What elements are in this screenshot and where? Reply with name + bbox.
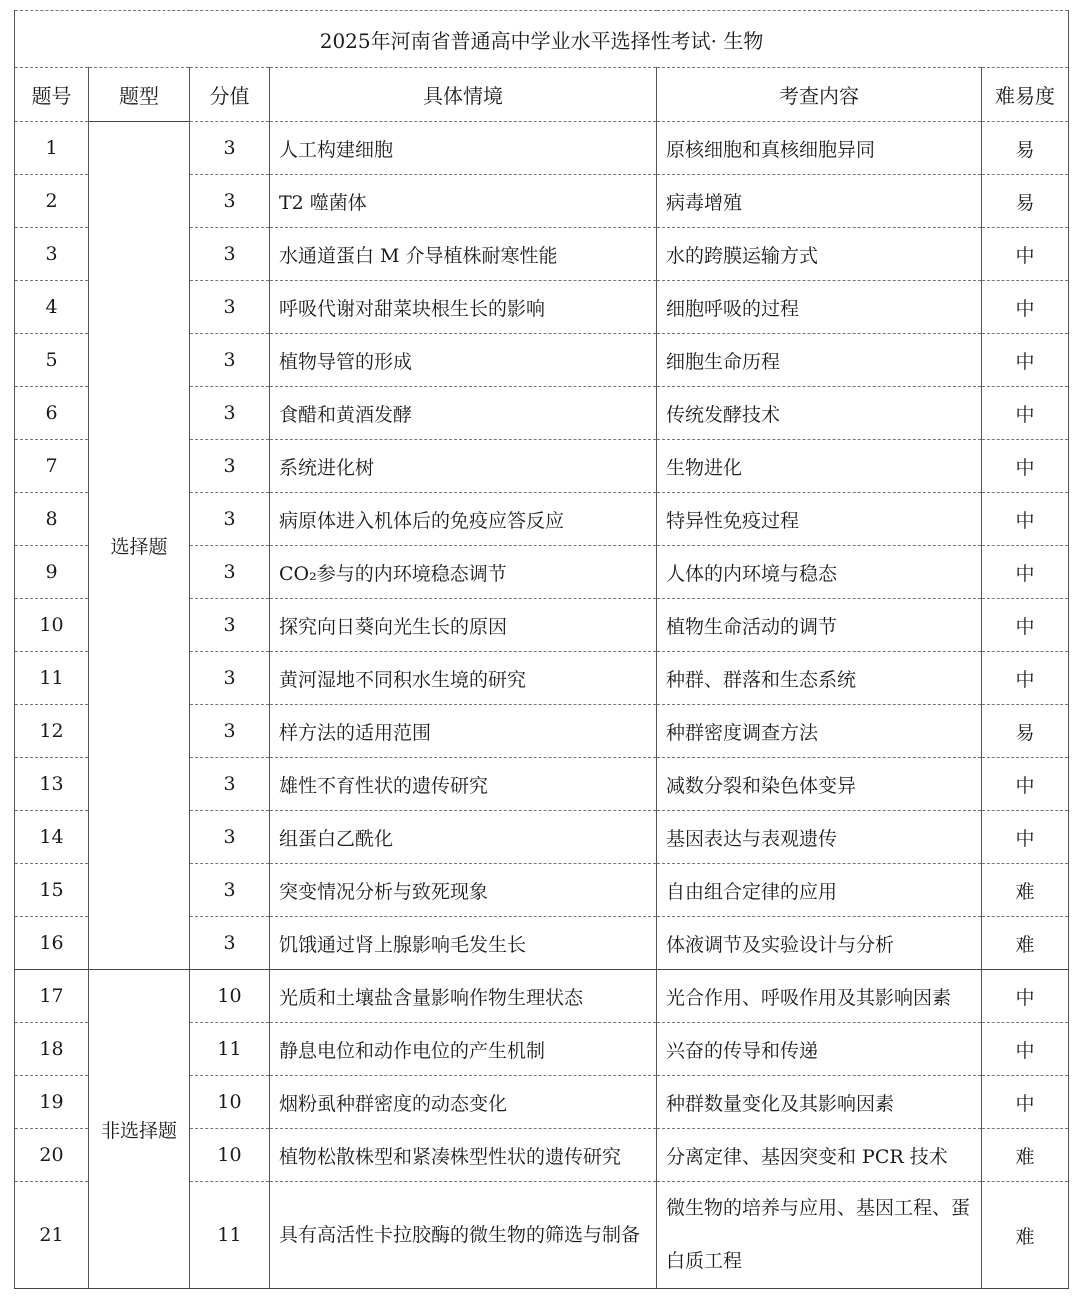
question-context: 呼吸代谢对甜菜块根生长的影响 xyxy=(270,281,657,334)
question-content: 细胞呼吸的过程 xyxy=(657,281,982,334)
question-content: 病毒增殖 xyxy=(657,175,982,228)
question-score: 11 xyxy=(190,1023,270,1076)
question-context: 系统进化树 xyxy=(270,440,657,493)
question-content: 水的跨膜运输方式 xyxy=(657,228,982,281)
question-score: 3 xyxy=(190,758,270,811)
question-score: 3 xyxy=(190,122,270,175)
question-number: 20 xyxy=(15,1129,89,1182)
question-content: 光合作用、呼吸作用及其影响因素 xyxy=(657,970,982,1023)
question-content: 传统发酵技术 xyxy=(657,387,982,440)
question-difficulty: 中 xyxy=(982,334,1069,387)
question-number: 18 xyxy=(15,1023,89,1076)
question-number: 1 xyxy=(15,122,89,175)
exam-analysis-table xyxy=(14,10,1069,1289)
question-content: 微生物的培养与应用、基因工程、蛋白质工程 xyxy=(657,1182,982,1289)
question-type: 选择题 xyxy=(89,122,190,970)
question-content: 生物进化 xyxy=(657,440,982,493)
question-difficulty: 中 xyxy=(982,281,1069,334)
question-context: CO₂参与的内环境稳态调节 xyxy=(270,546,657,599)
question-number: 7 xyxy=(15,440,89,493)
question-number: 11 xyxy=(15,652,89,705)
question-difficulty: 难 xyxy=(982,1129,1069,1182)
question-content: 细胞生命历程 xyxy=(657,334,982,387)
question-context: 组蛋白乙酰化 xyxy=(270,811,657,864)
question-context: 探究向日葵向光生长的原因 xyxy=(270,599,657,652)
question-score: 3 xyxy=(190,599,270,652)
question-content: 兴奋的传导和传递 xyxy=(657,1023,982,1076)
question-context: T2 噬菌体 xyxy=(270,175,657,228)
question-number: 3 xyxy=(15,228,89,281)
question-score: 3 xyxy=(190,811,270,864)
question-number: 10 xyxy=(15,599,89,652)
question-difficulty: 中 xyxy=(982,811,1069,864)
question-score: 10 xyxy=(190,970,270,1023)
question-number: 19 xyxy=(15,1076,89,1129)
question-number: 12 xyxy=(15,705,89,758)
header-row xyxy=(15,68,1069,122)
question-type: 非选择题 xyxy=(89,970,190,1289)
question-difficulty: 易 xyxy=(982,705,1069,758)
question-content: 人体的内环境与稳态 xyxy=(657,546,982,599)
question-context: 水通道蛋白 M 介导植株耐寒性能 xyxy=(270,228,657,281)
question-content: 原核细胞和真核细胞异同 xyxy=(657,122,982,175)
header-context: 具体情境 xyxy=(270,68,657,122)
question-content: 基因表达与表观遗传 xyxy=(657,811,982,864)
question-number: 4 xyxy=(15,281,89,334)
question-difficulty: 中 xyxy=(982,652,1069,705)
question-difficulty: 中 xyxy=(982,228,1069,281)
question-score: 3 xyxy=(190,652,270,705)
question-number: 14 xyxy=(15,811,89,864)
header-content: 考查内容 xyxy=(657,68,982,122)
question-score: 3 xyxy=(190,334,270,387)
question-score: 3 xyxy=(190,493,270,546)
question-context: 植物导管的形成 xyxy=(270,334,657,387)
table-row xyxy=(15,122,1069,175)
question-context: 病原体进入机体后的免疫应答反应 xyxy=(270,493,657,546)
question-difficulty: 易 xyxy=(982,175,1069,228)
question-context: 黄河湿地不同积水生境的研究 xyxy=(270,652,657,705)
header-type: 题型 xyxy=(89,68,190,122)
question-context: 具有高活性卡拉胶酶的微生物的筛选与制备 xyxy=(270,1182,657,1289)
question-score: 3 xyxy=(190,281,270,334)
question-context: 突变情况分析与致死现象 xyxy=(270,864,657,917)
question-number: 21 xyxy=(15,1182,89,1289)
question-difficulty: 中 xyxy=(982,970,1069,1023)
header-score: 分值 xyxy=(190,68,270,122)
question-number: 15 xyxy=(15,864,89,917)
header-difficulty: 难易度 xyxy=(982,68,1069,122)
question-number: 8 xyxy=(15,493,89,546)
question-number: 6 xyxy=(15,387,89,440)
question-context: 饥饿通过肾上腺影响毛发生长 xyxy=(270,917,657,970)
question-content: 植物生命活动的调节 xyxy=(657,599,982,652)
question-content: 体液调节及实验设计与分析 xyxy=(657,917,982,970)
question-context: 植物松散株型和紧凑株型性状的遗传研究 xyxy=(270,1129,657,1182)
question-number: 9 xyxy=(15,546,89,599)
question-number: 16 xyxy=(15,917,89,970)
question-score: 3 xyxy=(190,387,270,440)
table-title: 2025年河南省普通高中学业水平选择性考试· 生物 xyxy=(15,11,1069,68)
question-content: 种群、群落和生态系统 xyxy=(657,652,982,705)
question-number: 2 xyxy=(15,175,89,228)
question-difficulty: 中 xyxy=(982,546,1069,599)
question-content: 特异性免疫过程 xyxy=(657,493,982,546)
question-content: 种群数量变化及其影响因素 xyxy=(657,1076,982,1129)
question-context: 样方法的适用范围 xyxy=(270,705,657,758)
table-row xyxy=(15,970,1069,1023)
question-number: 13 xyxy=(15,758,89,811)
question-score: 3 xyxy=(190,917,270,970)
question-difficulty: 中 xyxy=(982,440,1069,493)
question-context: 人工构建细胞 xyxy=(270,122,657,175)
question-score: 3 xyxy=(190,546,270,599)
question-difficulty: 易 xyxy=(982,122,1069,175)
question-content: 种群密度调查方法 xyxy=(657,705,982,758)
question-score: 11 xyxy=(190,1182,270,1289)
question-difficulty: 中 xyxy=(982,1023,1069,1076)
question-content: 分离定律、基因突变和 PCR 技术 xyxy=(657,1129,982,1182)
question-score: 3 xyxy=(190,705,270,758)
question-score: 3 xyxy=(190,228,270,281)
question-context: 烟粉虱种群密度的动态变化 xyxy=(270,1076,657,1129)
question-score: 10 xyxy=(190,1076,270,1129)
question-number: 5 xyxy=(15,334,89,387)
question-difficulty: 难 xyxy=(982,864,1069,917)
question-number: 17 xyxy=(15,970,89,1023)
question-context: 光质和土壤盐含量影响作物生理状态 xyxy=(270,970,657,1023)
question-difficulty: 难 xyxy=(982,917,1069,970)
header-num: 题号 xyxy=(15,68,89,122)
question-difficulty: 中 xyxy=(982,387,1069,440)
question-score: 3 xyxy=(190,440,270,493)
question-score: 3 xyxy=(190,864,270,917)
question-content: 自由组合定律的应用 xyxy=(657,864,982,917)
question-score: 10 xyxy=(190,1129,270,1182)
question-difficulty: 难 xyxy=(982,1182,1069,1289)
question-score: 3 xyxy=(190,175,270,228)
question-context: 食醋和黄酒发酵 xyxy=(270,387,657,440)
question-difficulty: 中 xyxy=(982,1076,1069,1129)
question-difficulty: 中 xyxy=(982,599,1069,652)
question-difficulty: 中 xyxy=(982,493,1069,546)
question-content: 减数分裂和染色体变异 xyxy=(657,758,982,811)
question-difficulty: 中 xyxy=(982,758,1069,811)
question-context: 雄性不育性状的遗传研究 xyxy=(270,758,657,811)
question-context: 静息电位和动作电位的产生机制 xyxy=(270,1023,657,1076)
